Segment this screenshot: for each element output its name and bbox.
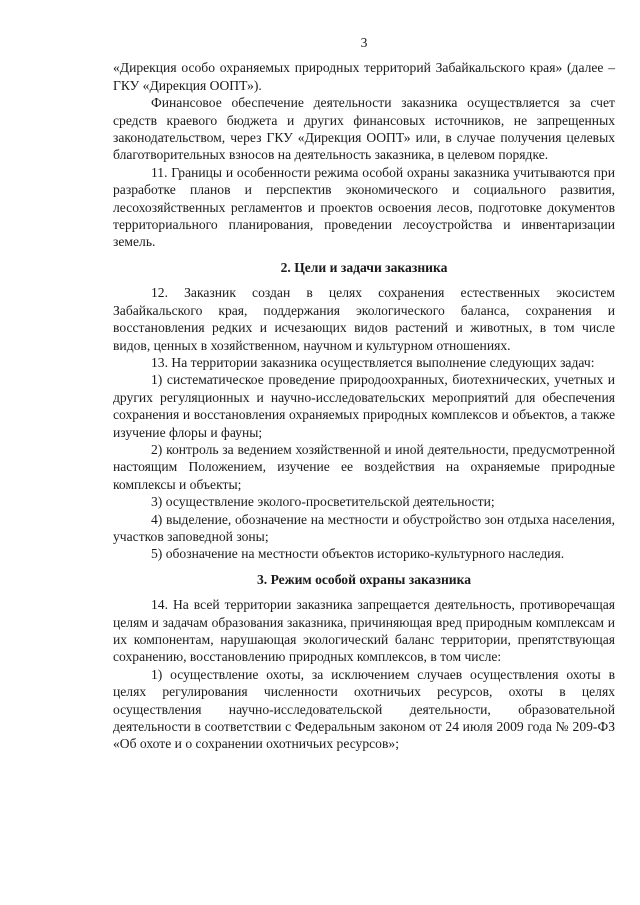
section-3-paragraph-14: 14. На всей территории заказника запрещается деятельность, противоречащая целям и задачам образования заказника, причиняющая вред природным комплексам и их компонентам, нарушающая экологический баланс территории, препятствующая сохранению, восстановлению природных комплексов, в том числе: <box>113 597 615 665</box>
section-2-item-2: 2) контроль за ведением хозяйственной и иной деятельности, предусмотренной настоящим Положением, изучение ее воздействия на охраняемые природные комплексы и объекты; <box>113 441 615 492</box>
section-2-item-5: 5) обозначение на местности объектов историко-культурного наследия. <box>151 546 565 562</box>
section-2-paragraph-13: 13. На территории заказника осуществляется выполнение следующих задач: <box>151 354 595 370</box>
section-2-paragraph-12: 12. Заказник создан в целях сохранения естественных экосистем Забайкальского края, поддержания экологического баланса, сохранения и восстановления редких и исчезающих видов растений и животных, в том числе видов, ценных в хозяйственном, научном и культурном отношениях. <box>113 285 615 353</box>
section-2-item-3: 3) осуществление эколого-просветительской деятельности; <box>151 494 495 510</box>
section-2-heading: 2. Цели и задачи заказника <box>280 259 448 275</box>
section-3-item-1: 1) осуществление охоты, за исключением случаев осуществления охоты в целях регулирования численности охотничьих ресурсов, охоты в целях осуществления научно-исследовательской деятельности, образовательной деятельности в соответствии с Федеральным законом от 24 июля 2009 года № 209-ФЗ «Об охоте и о сохранении охотничьих ресурсов»; <box>113 666 615 752</box>
section-2-item-4: 4) выделение, обозначение на местности и обустройство зон отдыха населения, участков заповедной зоны; <box>113 511 615 544</box>
intro-paragraph-1: «Дирекция особо охраняемых природных территорий Забайкальского края» (далее – ГКУ «Дирекция ООПТ»). <box>113 60 615 93</box>
document-page <box>113 34 615 753</box>
section-2-item-1: 1) систематическое проведение природоохранных, биотехнических, учетных и других регуляционных и научно-исследовательских мероприятий для обеспечения сохранения и восстановления охраняемых природных комплексов и объектов, а также изучение флоры и фауны; <box>113 372 615 440</box>
page-number: 3 <box>360 35 368 50</box>
intro-paragraph-2: Финансовое обеспечение деятельности заказника осуществляется за счет средств краевого бюджета и других финансовых источников, не запрещенных законодательством, через ГКУ «Дирекция ООПТ» или, в случае получения целевых благотворительных взносов на деятельность заказника, в целевом порядке. <box>113 95 615 163</box>
section-3-heading: 3. Режим особой охраны заказника <box>256 571 472 587</box>
intro-paragraph-3: 11. Границы и особенности режима особой охраны заказника учитываются при разработке планов и перспектив экономического и социального развития, лесохозяйственных регламентов и проектов освоения лесов, подготовке документов территориального планирования, проведении лесоустройства и инвентаризации земель. <box>113 164 615 250</box>
